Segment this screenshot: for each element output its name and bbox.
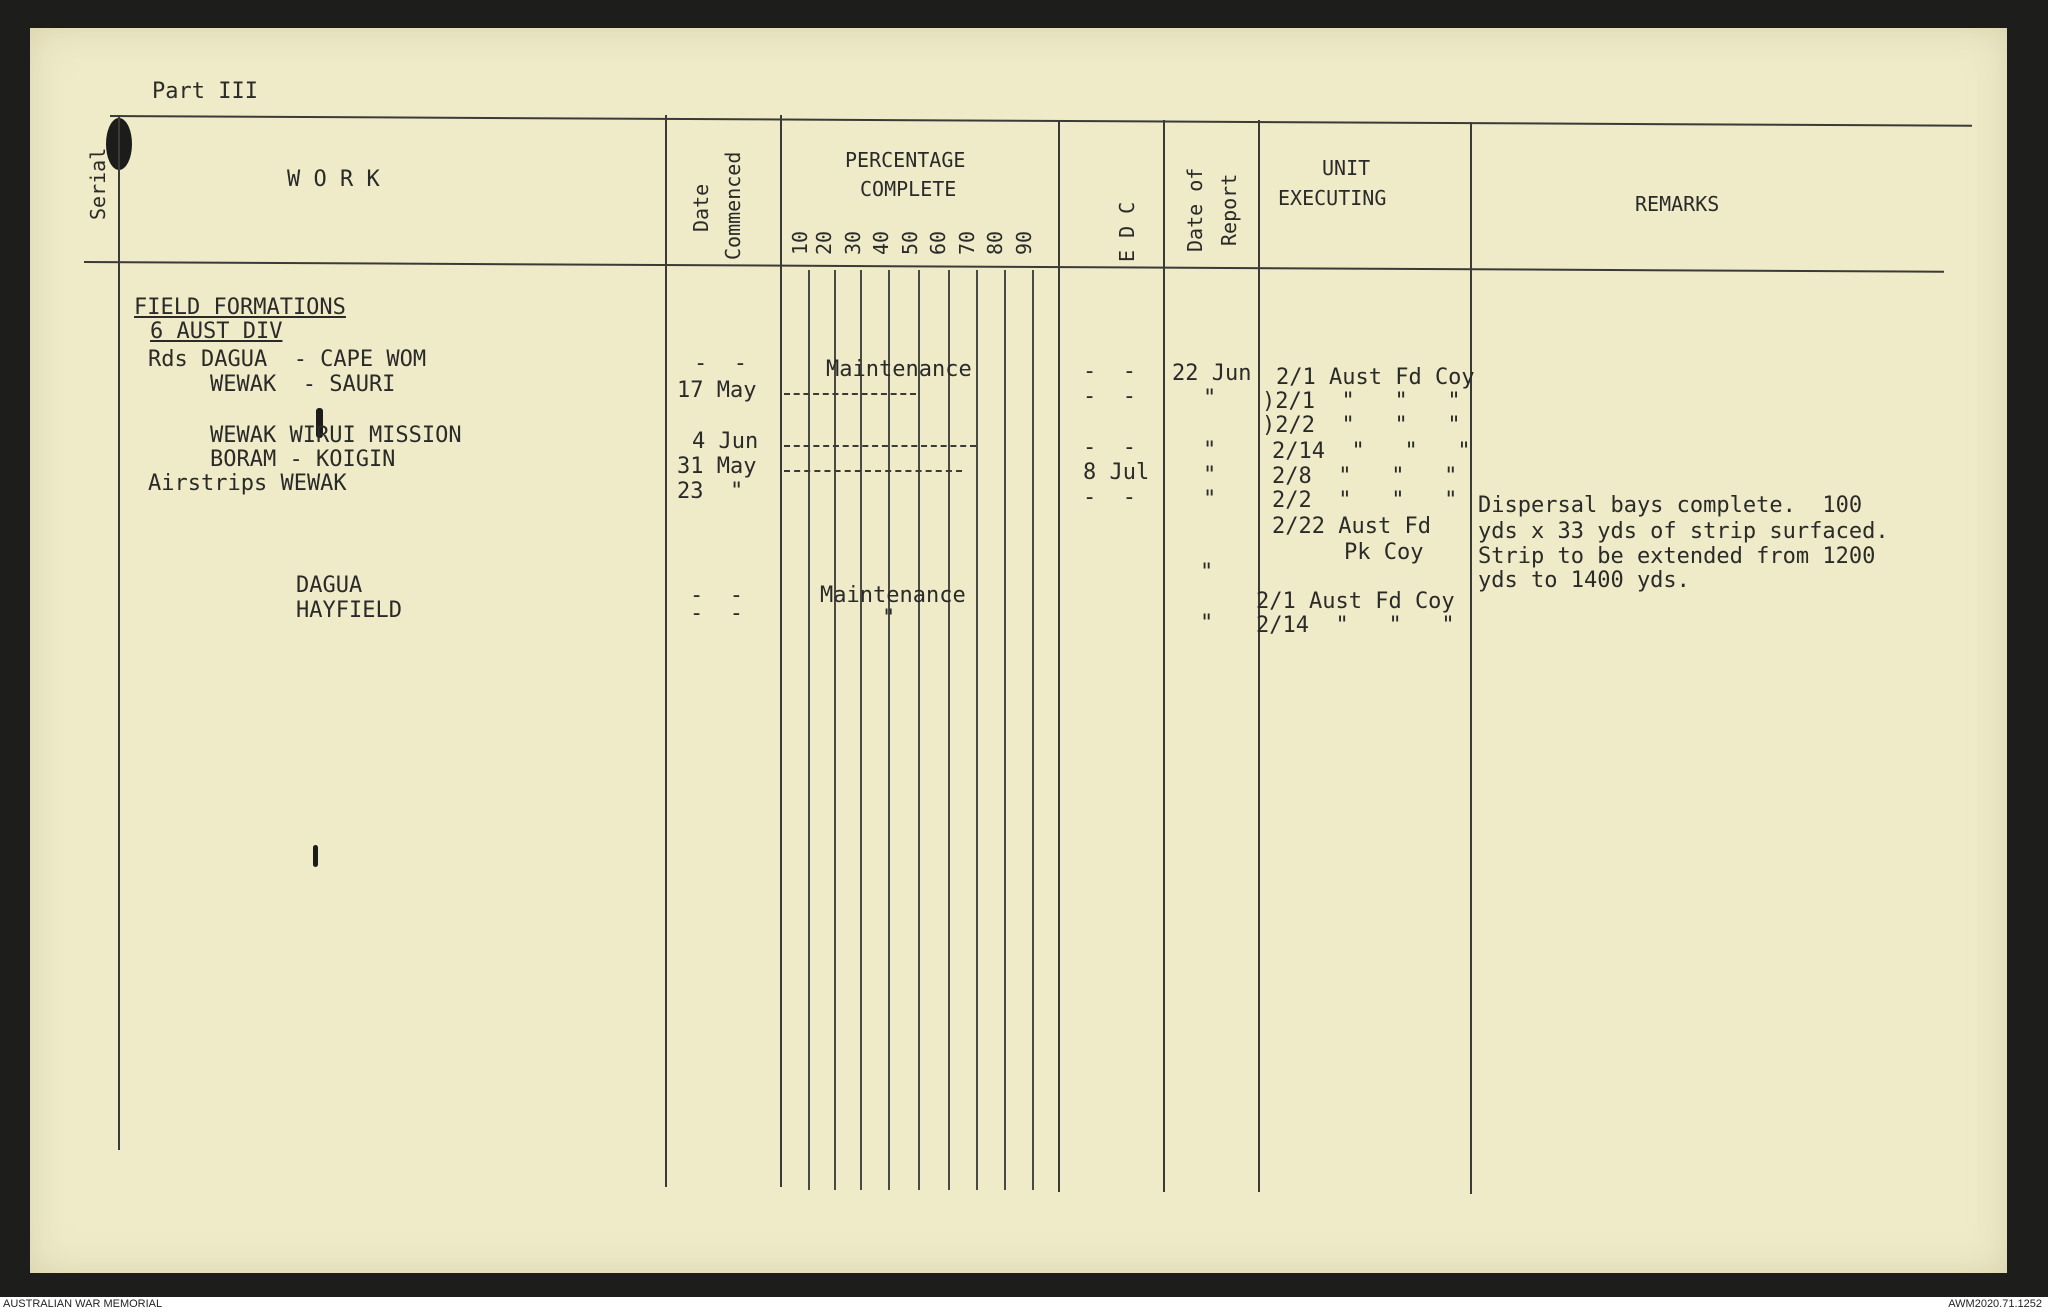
row-3-unit: 2/14 " " "	[1272, 439, 1471, 464]
header-date-of-report-1: Date of	[1183, 167, 1207, 252]
row-3-date: 4 Jun	[692, 429, 759, 454]
pct-grid-line-10	[808, 270, 810, 1190]
row-8-unit: 2/14 " " "	[1256, 613, 1455, 638]
row-5-work: Airstrips WEWAK	[148, 471, 347, 496]
row-3-report: "	[1203, 438, 1217, 463]
row-0-edc: - -	[1083, 359, 1136, 384]
pct-tick-60: 60	[926, 230, 950, 255]
pct-tick-70: 70	[955, 230, 979, 255]
row-1-edc: - -	[1083, 384, 1136, 409]
part-label: Part III	[152, 79, 258, 104]
pct-grid-line-80	[1004, 270, 1006, 1190]
header-unit-2: EXECUTING	[1278, 186, 1387, 210]
row-5-remarks-line-2: yds x 33 yds of strip surfaced.	[1478, 519, 1889, 544]
row-8-work: HAYFIELD	[296, 598, 402, 623]
col-line-percentage	[1058, 120, 1060, 1192]
header-unit-1: UNIT	[1322, 156, 1371, 180]
row-7-date: - -	[690, 583, 743, 608]
header-percentage-1: PERCENTAGE	[845, 148, 966, 172]
row-4-unit: 2/8 " " "	[1272, 464, 1458, 489]
row-2-unit: )2/2 " " "	[1262, 413, 1461, 438]
col-line-report	[1258, 120, 1260, 1192]
pct-tick-40: 40	[869, 230, 893, 255]
row-4-progress-line	[784, 470, 962, 472]
pct-grid-line-50	[918, 270, 920, 1190]
row-4-report: "	[1203, 463, 1217, 488]
footer-left: AUSTRALIAN WAR MEMORIAL	[3, 1298, 163, 1310]
row-1-progress-line	[784, 393, 916, 395]
pct-tick-30: 30	[841, 230, 865, 255]
row-5-remarks-line-4: yds to 1400 yds.	[1478, 568, 1690, 593]
row-5-remarks-line-3: Strip to be extended from 1200	[1478, 544, 1876, 569]
row-5-remarks-line-1: Dispersal bays complete. 100	[1478, 493, 1863, 518]
row-5-edc: - -	[1083, 485, 1136, 510]
pct-grid-line-20	[834, 270, 836, 1190]
row-4-date: 31 May	[677, 454, 757, 479]
row-0-unit: 2/1 Aust Fd Coy	[1276, 365, 1475, 390]
row-5-unit: 2/2 " " "	[1272, 488, 1458, 513]
row-1-date: 17 May	[677, 378, 757, 403]
pct-tick-80: 80	[983, 230, 1007, 255]
col-line-serial	[118, 115, 120, 1150]
row-0-progress: Maintenance	[826, 357, 972, 382]
row-1-unit: )2/1 " " "	[1262, 389, 1461, 414]
col-line-work	[665, 115, 667, 1187]
pct-grid-line-70	[976, 270, 978, 1190]
row-1-report: "	[1203, 386, 1217, 411]
header-remarks: REMARKS	[1635, 192, 1720, 216]
ink-mark	[313, 845, 318, 867]
header-serial: Serial	[86, 147, 110, 220]
row-3-edc: - -	[1083, 435, 1136, 460]
row-4-work: BORAM - KOIGIN	[210, 447, 396, 472]
col-line-edc	[1163, 120, 1165, 1192]
row-7-report: "	[1200, 560, 1214, 585]
row-0-work: Rds DAGUA - CAPE WOM	[148, 347, 427, 372]
row-1-work: WEWAK - SAURI	[210, 372, 396, 397]
row-0-report: 22 Jun	[1172, 361, 1252, 386]
section-title: FIELD FORMATIONS	[134, 295, 346, 320]
row-7-unit: 2/1 Aust Fd Coy	[1256, 589, 1455, 614]
row-8-progress: "	[882, 606, 896, 631]
row-5-report: "	[1203, 487, 1217, 512]
header-work: W O R K	[287, 167, 380, 192]
section-subtitle: 6 AUST DIV	[150, 319, 283, 344]
header-date-commenced-2: Commenced	[721, 151, 745, 260]
row-7-work: DAGUA	[296, 573, 363, 598]
row-5-date: 23 "	[677, 479, 744, 504]
archive-footer	[0, 1297, 2048, 1312]
row-3-progress-line	[784, 445, 976, 447]
row-0-date: - -	[694, 351, 747, 376]
header-edc: E D C	[1115, 201, 1139, 262]
pct-grid-line-90	[1032, 270, 1034, 1190]
pct-grid-line-40	[888, 270, 890, 1190]
header-date-commenced-1: Date	[689, 183, 713, 232]
pct-grid-line-60	[948, 270, 950, 1190]
pct-grid-line-30	[860, 270, 862, 1190]
col-line-date	[780, 115, 782, 1187]
row-8-date: - -	[690, 601, 743, 626]
row-6-unit-line-2: Pk Coy	[1344, 540, 1424, 565]
row-6-unit-line-1: 2/22 Aust Fd	[1272, 514, 1431, 539]
header-percentage-2: COMPLETE	[860, 177, 957, 201]
pct-tick-20: 20	[812, 230, 836, 255]
row-7-progress: Maintenance	[820, 583, 966, 608]
row-3-work: WEWAK WIRUI MISSION	[210, 423, 462, 448]
row-8-report: "	[1200, 611, 1214, 636]
col-line-unit	[1470, 122, 1472, 1194]
pct-tick-50: 50	[898, 230, 922, 255]
header-date-of-report-2: Report	[1217, 173, 1241, 246]
footer-right: AWM2020.71.1252	[1948, 1298, 2042, 1310]
pct-tick-10: 10	[788, 230, 812, 255]
pct-tick-90: 90	[1012, 230, 1036, 255]
row-4-edc: 8 Jul	[1083, 460, 1150, 485]
